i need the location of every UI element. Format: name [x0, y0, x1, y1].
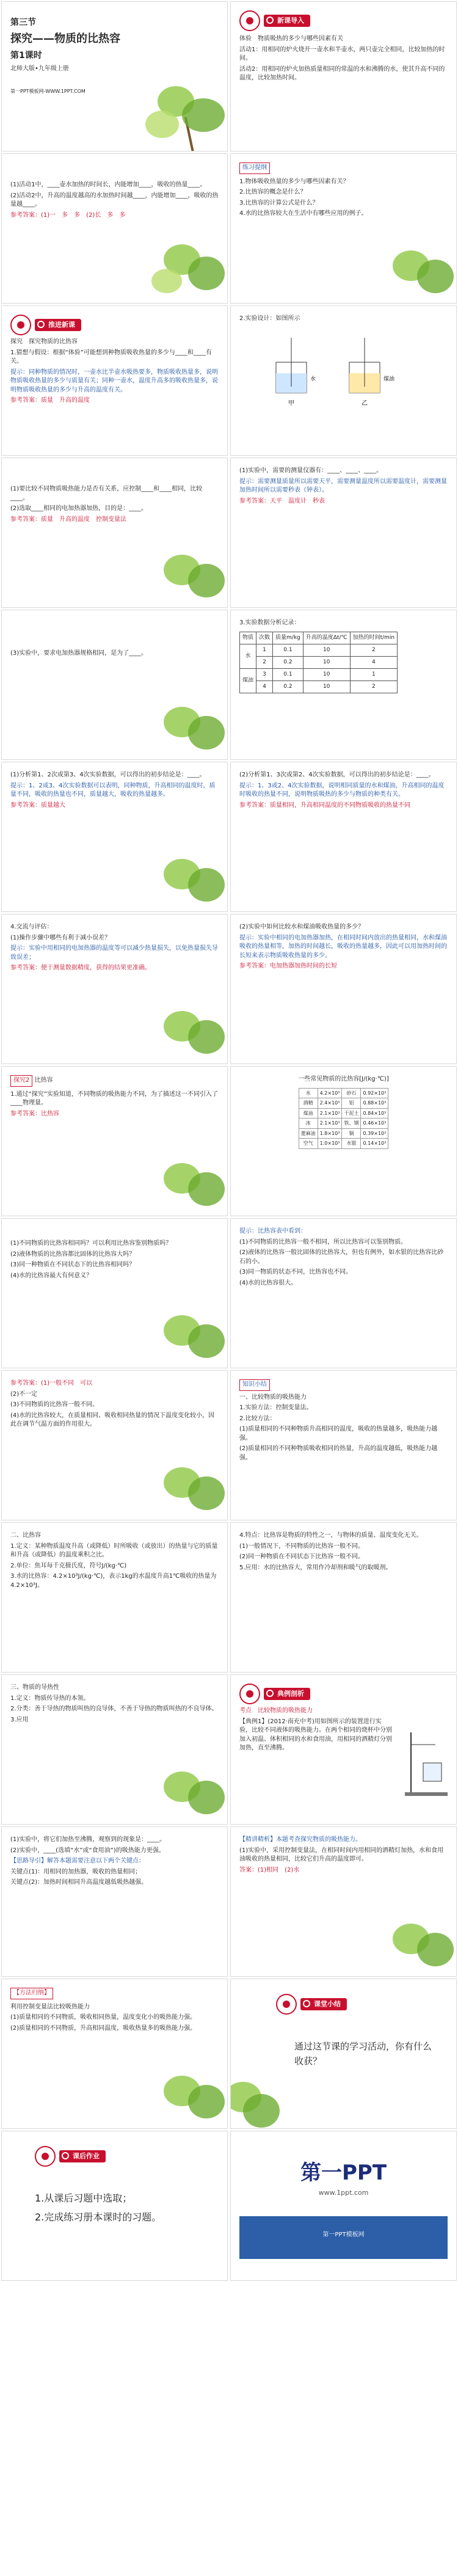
section-label: 第三节	[10, 18, 36, 27]
slide-class-summary	[230, 1979, 457, 2129]
slide-q1	[1, 153, 228, 304]
summary-tag: 知识小结	[239, 1379, 270, 1391]
text-line: 1.猜想与假设：根据“体验”可能想到种物质吸收热量的多少与____和____有关。	[10, 349, 212, 365]
slide-homework	[1, 2131, 228, 2281]
text-line: (1)分析第1、2次或第3、4次实验数据，可以得出的初步结论是：____。	[10, 772, 206, 778]
text-line: (2)同一种物质在不同状态下比热容一般不同。	[239, 1553, 365, 1560]
text-line: 2.单位：焦耳每千克摄氏度，符号J/(kg·℃)	[10, 1562, 127, 1569]
tree-decoration	[230, 2057, 316, 2129]
slide-summary2	[1, 1522, 228, 1673]
answer-line: 参考答案：质量 升高的温度 控制变量法	[10, 516, 126, 523]
target-icon	[239, 1684, 260, 1704]
ppt-url: www.1ppt.com	[318, 2189, 369, 2197]
tree-decoration	[139, 2057, 228, 2129]
slide-intro	[230, 1, 457, 151]
slide-title	[1, 1, 228, 151]
text-line: (3)不同物质的比热容一般不同。	[10, 1401, 99, 1408]
text-line: 探究 探究物质的比热容	[10, 338, 78, 345]
slide-summary1	[230, 1370, 457, 1520]
text-line: (1)质量相同的不同物质，吸收相同热量，温度变化小的吸热能力强。	[10, 2014, 197, 2021]
tree-decoration	[139, 536, 228, 608]
text-line: 2.比较方法：	[239, 1415, 276, 1422]
slide-example-q	[1, 1826, 228, 1977]
text-line: (3)实验中，要求电加热器规格相同，是为了____。	[10, 650, 148, 657]
summary-text: 通过这节课的学习活动，你有什么收获？	[294, 2041, 432, 2067]
slide-outline	[230, 153, 457, 304]
slide-hints	[230, 1218, 457, 1368]
table-title: 一些常见物质的比热容[J/(kg·℃)]	[298, 1076, 389, 1082]
text-line: 2.实验设计：如图所示	[239, 315, 300, 322]
text-line: (1)操作步骤中哪些有利于减小误差？	[10, 934, 111, 941]
hint-line: 提示：1、3或2、4次实验数据，说明相同质量的水和煤油，升高相同的温度时吸收的热量不同，说明物质吸热的多少与物质的种类有关。	[239, 782, 445, 798]
hint-line: 【精讲精析】本题考查探究物质的吸热能力。	[239, 1836, 362, 1843]
slide-example	[230, 1674, 457, 1825]
answer-line: 参考答案：天平 温度计 秒表	[239, 497, 325, 505]
answer-line: 参考答案：比热容	[10, 1110, 59, 1117]
text-line: (4)水的比热容最大有何意义？	[10, 1272, 93, 1279]
text-line: 1.通过“探究”实验知道，不同物质的吸热能力不同，为了描述这一不同引入了____物理量。	[10, 1090, 218, 1106]
data-table: 物质 次数 质量m/kg 升高的温度Δt/℃ 加热的时间t/min 水 1 0.1 10 2 2 0.2 10 4 煤油 3 0.1 10 1 4 0.2 10 2	[239, 632, 398, 693]
slide-questions	[1, 1218, 228, 1368]
tree-decoration	[139, 1753, 228, 1825]
tree-decoration	[139, 993, 228, 1064]
text-line: (3)同一种物质在不同状态下的比热容相同吗？	[10, 1261, 136, 1268]
text-line: (2)质量相同的不同物质，升高相同温度，吸收热量多的吸热能力强。	[10, 2024, 197, 2032]
tree-decoration	[139, 688, 228, 760]
text-line: 3.比热容的计算公式是什么？	[239, 199, 319, 206]
text-line: 活动1：用相同的炉火烧开一壶水和半壶水，两只壶完全相同，比较加热的时间。	[239, 46, 445, 62]
target-icon	[10, 315, 31, 335]
explore-tag: 探究2	[10, 1075, 32, 1087]
text-line: 2.分类：善于导热的物质叫热的良导体，不善于导热的物质叫热的不良导体。	[10, 1706, 218, 1712]
slide-evaluation	[1, 914, 228, 1064]
slide-analysis1	[1, 762, 228, 912]
ppt-logo: 第一PPT	[300, 2161, 387, 2185]
text-line: 关键点(2)：加热时间相同升高温度越低吸热越强。	[10, 1879, 148, 1886]
hint-line: 提示：需要测量质量所以需要天平，需要测量温度所以需要温度计，需要测量加热时间所以需要秒表（钟表）。	[239, 478, 447, 494]
text-line: 关键点(1)：用相同的加热器，吸收的热量相同；	[10, 1868, 142, 1875]
text-line: (1)一般情况下，不同物质的比热容一般不同。	[239, 1542, 365, 1550]
label-oil: 煤油	[383, 376, 395, 382]
text-line: 2.比热容的概念是什么？	[239, 189, 307, 195]
target-icon	[35, 2146, 56, 2167]
hint-line: 提示：比热容表中看到：	[239, 1228, 307, 1235]
slide-heater	[1, 610, 228, 760]
text-line: (1)不同物质的比热容相同吗？可以利用比热容鉴别物质吗？	[10, 1240, 172, 1247]
text-line: 考点 比较物质的吸热能力	[239, 1707, 313, 1714]
text-line: (2)不一定	[10, 1390, 38, 1398]
slide-data-table	[230, 610, 457, 760]
text-line: (2)质量相同的不同种物质吸收相同的热量，升高的温度越低，吸热能力越强。	[239, 1445, 438, 1461]
heat-table: 水 4.2×10³ 砂石 0.92×10³ 酒精 2.4×10³ 铝 0.88×10³ 煤油 2.1×10³ 干泥土 0.84×10³ 冰 2.1×10³ 铁、钢 0.46×10³ 蓖麻油 1.8×10³ 铜 0.39×10³ 空气 1.0×10³ 水银 0.14×10³	[299, 1088, 389, 1150]
hint-line: 提示：1、2或3、4次实验数据可以表明，同种物质，升高相同的温度时，质量不同，吸收的热量也不同，质量越大，吸收的热量越多。	[10, 782, 216, 798]
answer-line: 参考答案：(1)一般不同 可以	[10, 1380, 93, 1387]
footer-banner: 第一PPT模板网	[239, 2216, 448, 2259]
label-yi: 乙	[362, 400, 368, 407]
tree-decoration	[139, 1145, 228, 1216]
text-line: 【典例1】(2012·南充中考)用如图所示的装置进行实验，比较不同液体的吸热能力。在两个相同的烧杯中分别加入初温、体积相同的水和食用油，用相同的酒精灯分别加热，直至沸腾。	[239, 1718, 392, 1751]
homework-item: 1.从课后习题中选取；	[35, 2192, 133, 2204]
tree-decoration	[139, 232, 228, 304]
slide-conductivity	[1, 1674, 228, 1825]
slide-new-lesson	[1, 305, 228, 456]
text-line: (4)水的比热容较大，在质量相同、吸收相同热量的情况下温度变化较小，因此在调节气温方面的作用很大。	[10, 1412, 215, 1428]
text-line: (1)要比较不同物质吸热能力是否有关系，应控制____和____相同，比较____。	[10, 486, 203, 502]
lesson-title: 探究——物质的比热容	[10, 32, 120, 46]
text-line: (2)分析第1、3次或第2、4次实验数据，可以得出的初步结论是：____。	[239, 772, 435, 778]
tree-decoration	[139, 1297, 228, 1368]
edition-label: 北师大版•九年级上册	[10, 65, 69, 72]
table-title: 3.实验数据分析记录：	[239, 619, 300, 626]
hint-line: 提示：实验中相同的电加热器加热，在相同时间内放出的热量相同，水和煤油吸收的热量相等，加热的时间越长，吸收的热量越多，因此可以用加热时间的长短来表示物质吸收热量的多少。	[239, 934, 447, 959]
site-label: 第一PPT模板网-WWW.1PPT.COM	[10, 89, 85, 95]
text-line: 比热容	[34, 1077, 53, 1084]
answer-line: 参考答案：质量 升高的温度	[10, 397, 90, 404]
answer-line: 参考答案：(1)一 多 多 (2)长 多 多	[10, 211, 126, 219]
section-badge: 课后作业	[59, 2150, 106, 2162]
outline-tag: 练习提纲	[239, 162, 270, 174]
label-jia: 甲	[288, 400, 294, 407]
text-line: 5.应用：水的比热容大，常用作冷却剂和暖气的取暖剂。	[239, 1564, 392, 1571]
target-icon	[276, 1994, 297, 2015]
period-label: 第1课时	[10, 51, 42, 61]
text-line: 二、比热容	[10, 1532, 41, 1539]
slide-logo	[230, 2131, 457, 2281]
text-line: 三、物质的导热性	[10, 1684, 59, 1691]
text-line: 活动2：用相同的炉火加热质量相同的常温的水和沸腾的水，使其升高不同的温度，比较加热时间。	[239, 65, 445, 81]
text-line: 4.交流与评估：	[10, 924, 53, 930]
text-line: 1.定义：某种物质温度升高（或降低）时所吸收（或放出）的热量与它的质量和升高（或降低）的温度乘积之比。	[10, 1542, 218, 1558]
tree-decoration	[139, 80, 228, 151]
text-line: (2)选取____相同的电加热器加热，目的是：____。	[10, 505, 148, 512]
answer-line: 参考答案：电加热器加热时间的长短	[239, 963, 337, 969]
section-badge: 典例剖析	[264, 1688, 310, 1700]
tree-decoration	[139, 841, 228, 912]
section-badge: 课堂小结	[300, 1998, 347, 2010]
answer-line: 参考答案：质量越大	[10, 801, 65, 809]
answer-line: 参考答案：便于测量数据精度，获得的结果更准确。	[10, 965, 151, 971]
text-line: (1)实验中，需要的测量仪器有：____、____、____。	[239, 467, 383, 474]
text-line: 利用控制变量法比较吸热能力	[10, 2003, 90, 2010]
slide-summary3	[230, 1522, 457, 1673]
tree-decoration	[368, 232, 457, 304]
section-badge: 新课导入	[264, 15, 310, 27]
slide-example-analysis	[230, 1826, 457, 1977]
text-line: (2)液体物质的比热容都比固体的比热容大吗？	[10, 1250, 136, 1258]
text-line: (1)实验中，将它们加热至沸腾，观察到的现象是：____。	[10, 1836, 166, 1843]
slide-heat-table	[230, 1066, 457, 1216]
answer-line: 答案：(1)相同 (2)水	[239, 1866, 300, 1874]
slide-control	[1, 458, 228, 608]
text-line: 4.水的比热容较大在生活中有哪些应用的例子。	[239, 210, 368, 217]
text-line: 3.水的比热容：4.2×10³J/(kg·℃)，表示1kg的水温度升高1℃吸收的热量为4.2×10³J。	[10, 1573, 217, 1589]
text-line: (1)不同物质的比热容一般不相同，所以比热容可以鉴别物质。	[239, 1238, 407, 1246]
text-line: 1.定义：物质传导热的本领。	[10, 1695, 90, 1702]
slide-specific-heat	[1, 1066, 228, 1216]
text-line: (1)活动1中，____壶水加热的时间长，内能增加____，吸收的热量____。	[10, 181, 206, 188]
text-line: 4.特点：比热容是物质的特性之一，与物体的质量、温度变化无关。	[239, 1532, 423, 1539]
text-line: (2)液体的比热容一般比固体的比热容大，但也有例外，如水银的比热容比砂石的小。	[239, 1249, 444, 1265]
hint-line: 提示：实验中用相同的电加热器的温度等可以减少热量损失，以免热量损失导致误差；	[10, 945, 218, 961]
hint-line: 【思路导引】解答本题需要注意以下两个关键点：	[10, 1858, 145, 1864]
slide-experiment	[230, 305, 457, 456]
text-line: 1.实验方法：控制变量法。	[239, 1404, 313, 1411]
text-line: (4)水的比热容很大。	[239, 1279, 297, 1286]
slide-analysis2	[230, 762, 457, 912]
target-icon	[239, 10, 260, 31]
tree-decoration	[368, 1905, 457, 1977]
hint-line: 提示：同种物质的情况时，一壶水比半壶水吸热要多，物质吸收热量多，说明物质吸收热量的多少与质量有关；同种一壶水，温度升高多的吸收热量多，说明物质吸收热量的多少与升高的温度有关。	[10, 368, 218, 393]
text-line: 一、比较物质的吸热能力	[239, 1393, 307, 1401]
slide-instruments	[230, 458, 457, 608]
slide-compare	[230, 914, 457, 1064]
slide-answers	[1, 1370, 228, 1520]
text-line: (1)实验中，采用控制变量法，在相同时间内用相同的酒精灯加热，水和食用油吸收的热量相同，比较它们升高的温度即可。	[239, 1847, 444, 1863]
text-line: 3.应用	[10, 1716, 29, 1723]
apparatus-diagram	[252, 326, 435, 411]
text-line: (3)同一物质的状态不同，比热容也不同。	[239, 1269, 352, 1275]
section-badge: 推进新课	[35, 319, 81, 331]
method-tag: 【方法归纳】	[10, 1988, 53, 1999]
text-line: (1)质量相同的不同种物质升高相同的温度，吸收的热量越多，吸热能力越强。	[239, 1426, 438, 1442]
text-line: (2)实验中，____(选填“水”或“食用油”)的吸热能力更强。	[10, 1847, 165, 1854]
slide-method	[1, 1979, 228, 2129]
text-line: 体验 物质吸热的多少与哪些因素有关	[239, 35, 343, 42]
answer-line: 参考答案：质量相同，升高相同温度的不同物质吸收的热量不同	[239, 801, 410, 809]
tree-decoration	[139, 1449, 228, 1520]
text-line: (2)活动2中，升高的温度越高的水加热时间越____，内能增加____，吸收的热量越____。	[10, 192, 219, 208]
text-line: (2)实验中如何比较水和煤油吸收热量的多少？	[239, 924, 365, 930]
text-line: 1.物体吸收热量的多少与哪些因素有关？	[239, 178, 349, 185]
stand-diagram	[405, 1726, 448, 1800]
label-water: 水	[310, 376, 316, 382]
homework-item: 2.完成练习册本课时的习题。	[35, 2211, 162, 2224]
